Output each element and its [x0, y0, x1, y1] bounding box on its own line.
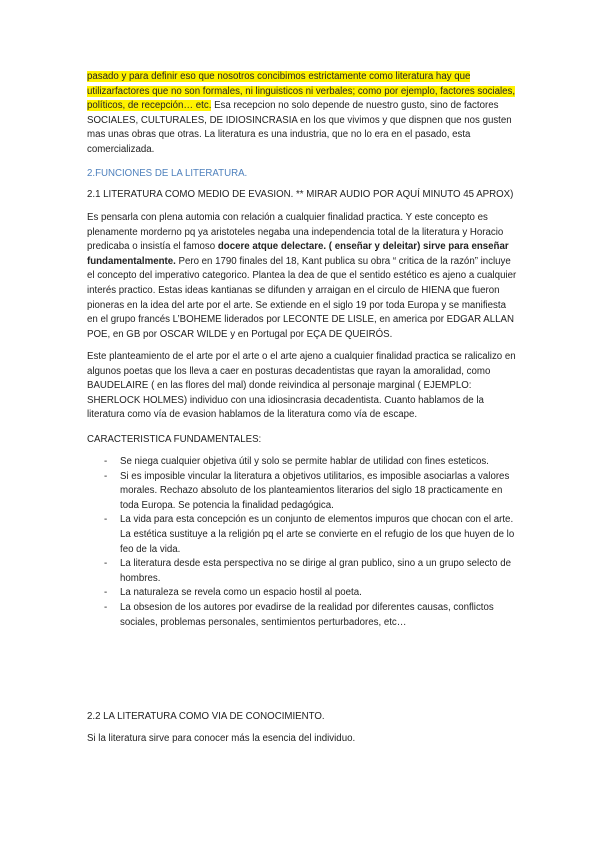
paragraph-conocimiento: Si la literatura sirve para conocer más la esencia del individuo. — [87, 733, 356, 744]
list-item: - La naturaleza se revela como un espacio hostil al poeta. — [87, 586, 517, 601]
paragraph-decadentismo: Este planteamiento de el arte por el arte o el arte ajeno a cualquier finalidad practica se ralicalizo en algunos poetas que los lleva a caer en posturas decadentistas que rayan la amoralidad, como BAUDELAIRE ( en las flores del mal) donde reivindica al personaje marginal ( EJEMPLO: SHERLOCK HOLMES) individuo con una idiosincrasia decadentista. Cuanto hablamos de la literatura como vía de evasion hablamos de la literatura como vía de escape. — [87, 351, 516, 421]
intro-paragraph — [87, 70, 517, 158]
caracteristicas-list — [87, 455, 517, 630]
subheading-evasion: 2.1 LITERATURA COMO MEDIO DE EVASION. ** MIRAR AUDIO POR AQUÍ MINUTO 45 APROX) — [87, 189, 514, 200]
highlighted-text: pasado y para definir eso que nosotros concibimos estrictamente como literatura hay que utilizarfactores que no son formales, ni linguisticos ni verbales; como por ejemplo, factores sociales, políticos, de recepción… etc. — [87, 71, 516, 112]
paragraph-text: Es pensarla con plena automia con relación a cualquier finalidad practica. Y este concepto es plenamente morderno pq ya aristoteles negaba una independencia total de la literatura y Horacio predicaba o insistía el famoso — [87, 212, 504, 253]
paragraph-autonomia — [87, 211, 517, 342]
subheading-conocimiento: 2.2 LA LITERATURA COMO VIA DE CONOCIMIENTO. — [87, 711, 325, 722]
list-item: - La obsesion de los autores por evadirse de la realidad por diferentes causas, conflictos sociales, problemas personales, sentimientos perturbadores, etc… — [87, 601, 517, 630]
list-item: - Si es imposible vincular la literatura a objetivos utilitarios, es imposible asociarlas a valores morales. Rechazo absoluto de los planteamientos literarios del siglo 18 practicamente en toda Europa. Se potencia la finalidad pedagógica. — [87, 470, 517, 514]
paragraph-text: Pero en 1790 finales del 18, Kant publica su obra “ critica de la razón” incluye el concepto del imperativo categorico. Plantea la dea de que el sentido estético es ajeno a cualquier interés practico. Estas ideas kantianas se difunden y arraigan en el circulo de HIENA que fueron pioneras en la idea del arte por el arte. Se extiende en el siglo 19 por toda Europa y se manifiesta en el grupo francés L’BOHEME liderados por LECONTE DE LISLE, en america por EDGAR ALLAN POE, en GB por OSCAR WILDE y en Portugal por EÇA DE QUEIRÓS. — [87, 255, 517, 340]
list-item: - Se niega cualquier objetiva útil y solo se permite hablar de utilidad con fines esteticos. — [87, 455, 517, 470]
list-item: - La literatura desde esta perspectiva no se dirige al gran publico, sino a un grupo selecto de hombres. — [87, 557, 517, 586]
intro-text: Esa recepcion no solo depende de nuestro gusto, sino de factores SOCIALES, CULTURALES, DE IDIOSINCRASIA en los que vivimos y que dispnen que nos gusten mas unas obras que otras. La literatura es una industria, que no lo era en el pasado, esta comercializada. — [87, 100, 512, 155]
bold-text: docere atque delectare. ( enseñar y deleitar) sirve para enseñar fundamentalmente. — [87, 241, 509, 267]
caracteristicas-heading: CARACTERISTICA FUNDAMENTALES: — [87, 434, 262, 445]
list-item: - La vida para esta concepción es un conjunto de elementos impuros que chocan con el arte. La estética sustituye a la religión pq el arte se convierte en el refugio de los que huyen de lo feo de la vida. — [87, 513, 517, 557]
section-heading-funciones: 2.FUNCIONES DE LA LITERATURA. — [87, 168, 248, 179]
